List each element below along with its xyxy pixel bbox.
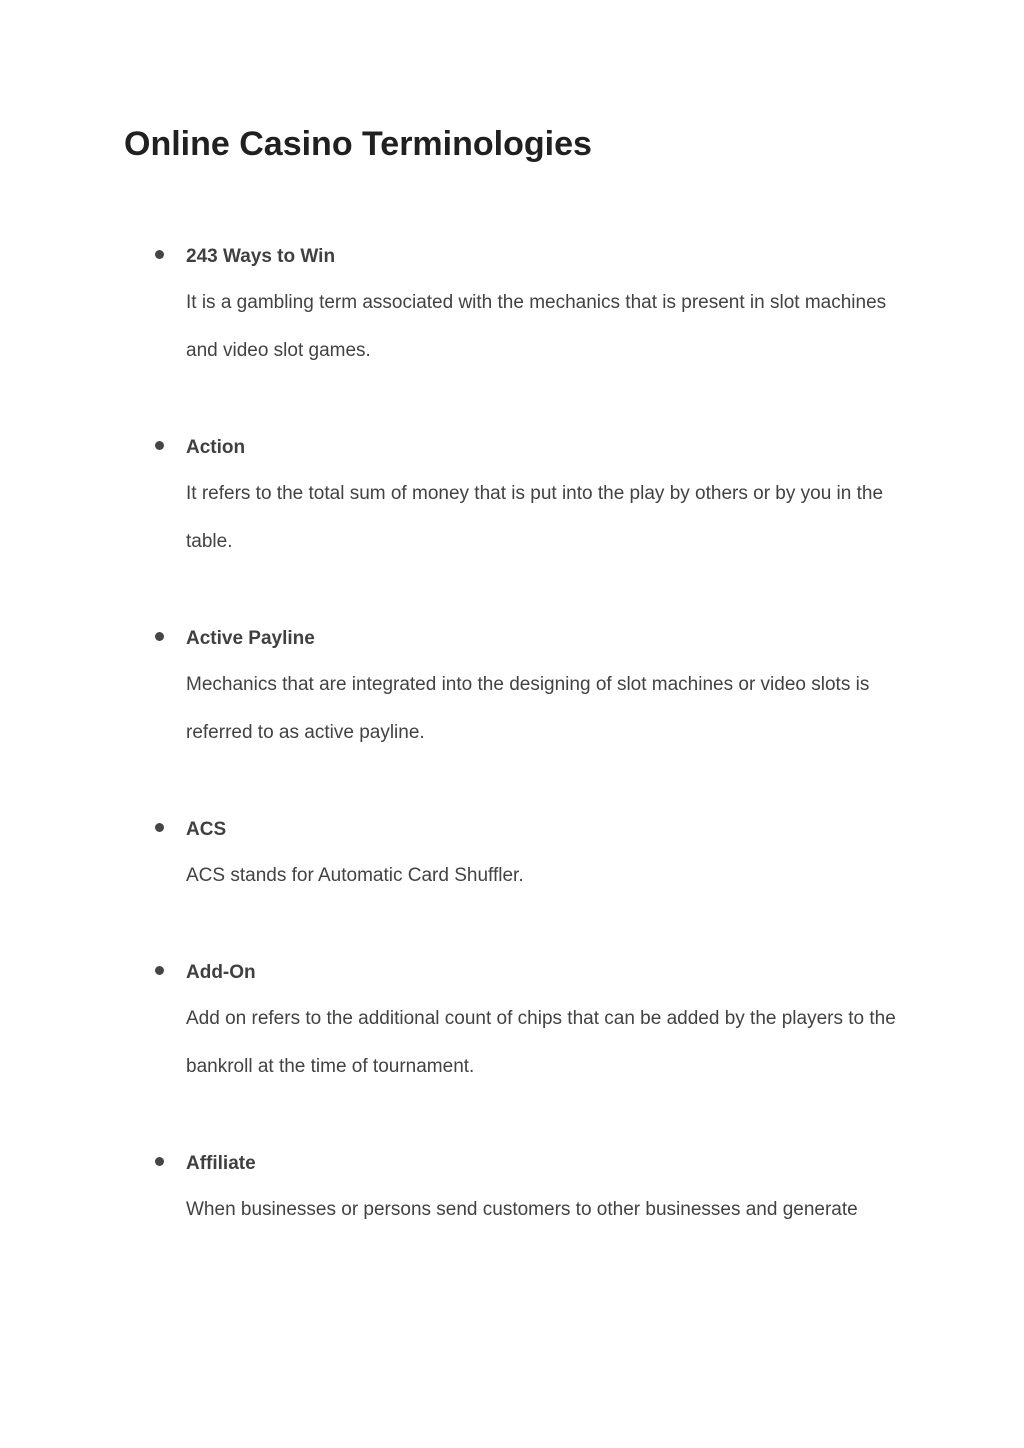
term-description: It is a gambling term associated with the mechanics that is present in slot machines and video slot games. [186, 292, 887, 361]
bullet-icon [155, 823, 164, 832]
document-title: Online Casino Terminologies [124, 125, 592, 163]
term-name: Action [186, 437, 246, 458]
term-name: Active Payline [186, 628, 315, 649]
bullet-icon [155, 1157, 164, 1166]
bullet-icon [155, 966, 164, 975]
bullet-icon [155, 632, 164, 641]
term-description: ACS stands for Automatic Card Shuffler. [186, 865, 524, 886]
term-description: Add on refers to the additional count of chips that can be added by the players to the bankroll at the time of tournament. [186, 1008, 896, 1077]
term-description: Mechanics that are integrated into the designing of slot machines or video slots is referred to as active payline. [186, 674, 870, 743]
term-description: It refers to the total sum of money that is put into the play by others or by you in the table. [186, 483, 884, 552]
term-name: 243 Ways to Win [186, 246, 336, 267]
bullet-icon [155, 441, 164, 450]
term-name: Affiliate [186, 1153, 256, 1174]
bullet-icon [155, 250, 164, 259]
term-description: When businesses or persons send customers to other businesses and generate [186, 1199, 858, 1220]
term-name: ACS [186, 819, 227, 840]
term-name: Add-On [186, 962, 256, 983]
